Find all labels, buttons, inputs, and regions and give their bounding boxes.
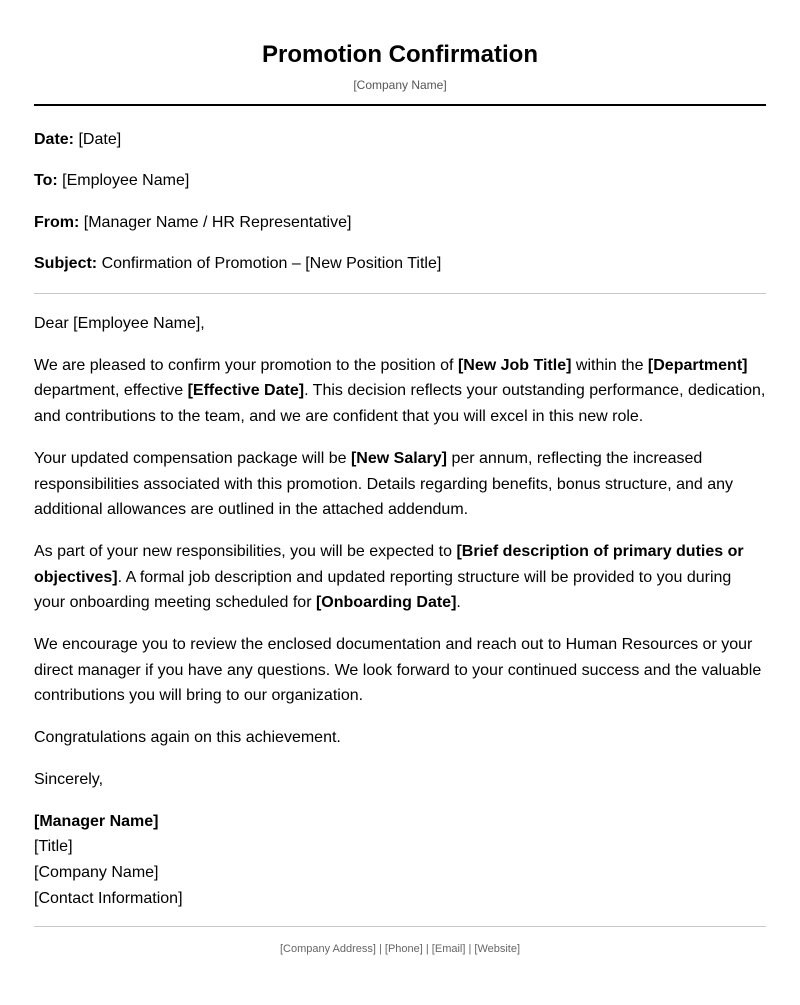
date-line (34, 130, 766, 150)
closing: Sincerely, (34, 770, 104, 788)
signature-block (34, 809, 766, 912)
paragraph-congratulations: Congratulations again on this achievement. (34, 729, 341, 747)
from-line (34, 213, 766, 233)
onboarding-date-placeholder: [Onboarding Date] (315, 594, 457, 612)
paragraph-compensation (34, 446, 766, 523)
p3-text-3: . (456, 594, 461, 612)
signature-company: [Company Name] (34, 863, 159, 881)
new-job-title-placeholder: [New Job Title] (457, 356, 572, 374)
subject-label: Subject: (34, 255, 98, 272)
paragraph-promotion (34, 353, 766, 430)
p1-text-2: within the (571, 356, 648, 374)
paragraph-responsibilities (34, 539, 766, 616)
paragraph-encourage: We encourage you to review the enclosed documentation and reach out to Human Resources or your direct manager if you have any questions. We look forward to your continued success and the valuable contributions you will bring to our organization. (34, 636, 762, 705)
to-label: To: (34, 172, 58, 189)
date-label: Date: (34, 131, 75, 148)
signature-name: [Manager Name] (34, 812, 159, 830)
p3-text-1: As part of your new responsibilities, you will be expected to (34, 542, 457, 560)
subject-line (34, 254, 766, 274)
subject-value: Confirmation of Promotion – [New Position Title] (101, 255, 442, 272)
p2-text-2: per annum, reflecting the increased responsibilities associated with this promotion. Details regarding benefits, bonus structure, and any additional allowances are outlined in the attached addendum. (34, 449, 734, 519)
greeting: Dear [Employee Name], (34, 315, 205, 332)
p1-text-3: department, effective (34, 382, 188, 400)
signature-contact: [Contact Information] (34, 889, 183, 907)
header-divider (34, 104, 766, 106)
meta-divider (34, 293, 766, 294)
effective-date-placeholder: [Effective Date] (187, 382, 305, 400)
signature-title: [Title] (34, 838, 73, 856)
to-line (34, 171, 766, 191)
p2-text-1: Your updated compensation package will be (34, 449, 351, 467)
footer-contact-line: [Company Address] | [Phone] | [Email] | [Website] (279, 943, 521, 955)
p3-text-2: . A formal job description and updated reporting structure will be provided to you during your onboarding meeting scheduled for (34, 568, 732, 612)
footer (34, 926, 766, 955)
p1-text-4: . This decision reflects your outstanding performance, dedication, and contributions to the team, and we are confident that you will excel in this new role. (34, 382, 766, 426)
duties-placeholder: [Brief description of primary duties or objectives] (34, 542, 744, 586)
to-value: [Employee Name] (62, 172, 190, 189)
from-label: From: (34, 214, 80, 231)
document-title: Promotion Confirmation (262, 41, 538, 68)
company-name-header: [Company Name] (353, 78, 447, 92)
department-placeholder: [Department] (647, 356, 748, 374)
footer-divider (34, 926, 766, 927)
new-salary-placeholder: [New Salary] (350, 449, 448, 467)
date-value: [Date] (78, 131, 122, 148)
p1-text-1: We are pleased to confirm your promotion to the position of (34, 356, 458, 374)
from-value: [Manager Name / HR Representative] (83, 214, 352, 231)
letter-meta (34, 130, 766, 274)
